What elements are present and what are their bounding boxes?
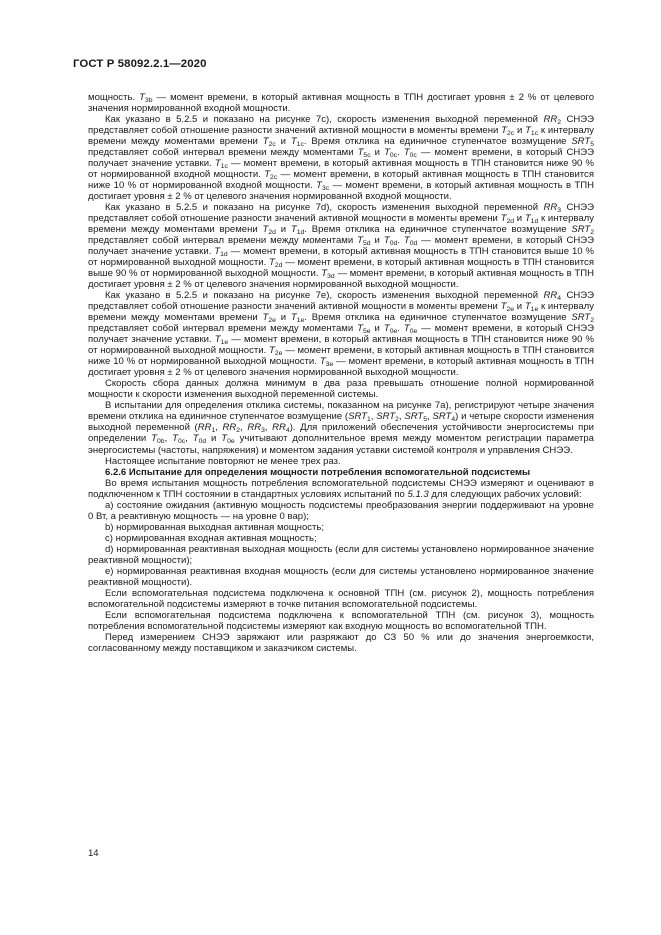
paragraph: Если вспомогательная подсистема подключена к вспомогательной ТПН (см. рисунок 3), мощность потребления вспомогательной подсистемы измеряют как входную мощность во вспомогательной ТПН. xyxy=(88,609,594,632)
list-item: e) нормированная реактивная входная мощность (если для системы установлено нормированное значение реактивной мощности). xyxy=(88,565,594,588)
page-number: 14 xyxy=(88,848,99,859)
section-heading: 6.2.6 Испытание для определения мощности потребления вспомогательной подсистемы xyxy=(105,466,531,478)
list-item: а) состояние ожидания (активную мощность подсистемы преобразования энергии поддерживают на уровне 0 Вт, а реактивную мощность — на уровне 0 вар); xyxy=(88,499,594,522)
body-text xyxy=(88,92,594,654)
list-item: c) нормированная входная активная мощность; xyxy=(105,532,317,544)
document-header: ГОСТ Р 58092.2.1—2020 xyxy=(73,58,207,70)
paragraph: Скорость сбора данных должна минимум в два раза превышать отношение полной нормированной мощности к скорости изменения выходной переменной системы. xyxy=(88,378,594,401)
paragraph: В испытании для определения отклика системы, показанном на рисунке 7a), регистрируют четыре значения времени отклика на единичное ступенчатое возмущение ($SRT_1$, $SRT_2$, $SRT_5$, $SRT_4$) и четыре скорости изменения выходной переменной ($RR_1$, $RR_2$, $RR_3$, $RR_4$). Для приложений обеспечения устойчивости энергосистемы при определении $T_{0b}$, $T_{0c}$, $T_{0d}$ и $T_{0e}$ учитывают дополнительное время между моментом регистрации параметра энергосистемы (частоты, напряжения) и моментом задания уставки системой контроля и управления СНЭЭ. xyxy=(88,400,594,456)
paragraph: Как указано в 5.2.5 и показано на рисунке 7d), скорость изменения выходной переменной $RR_3$ СНЭЭ представляет собой отношение разности значений активной мощности в моменты времени $T_{2d}$ и $T_{1d}$ к интервалу времени между моментами времени $T_{2d}$ и $T_{1d}$. Время отклика на единичное ступенчатое возмущение $SRT_2$ представляет собой интервал времени между моментами $T_{5d}$ и $T_{0d}$. $T_{0d}$ — момент времени, в который СНЭЭ получает значение уставки. $T_{1d}$ — момент времени, в который активная мощность в ТПН становится выше 10 % от нормированной выходной мощности. $T_{2d}$ — момент времени, в который активная мощность в ТПН становится выше 90 % от нормированной выходной мощности. $T_{3d}$ — момент времени, в который активная мощность в ТПН достигает уровня ± 2 % от целевого значения нормированной выходной мощности. xyxy=(88,202,595,291)
paragraph: Настоящее испытание повторяют не менее трех раз. xyxy=(105,455,341,467)
paragraph: Если вспомогательная подсистема подключена к основной ТПН (см. рисунок 2), мощность потребления вспомогательной подсистемы измеряют в точке питания вспомогательной подсистемы. xyxy=(88,587,594,610)
list-item: b) нормированная выходная активная мощность; xyxy=(105,521,325,533)
paragraph: Как указано в 5.2.5 и показано на рисунке 7c), скорость изменения выходной переменной $RR_2$ СНЭЭ представляет собой отношение разности значений активной мощности в моменты времени $T_{2c}$ и $T_{1c}$ к интервалу времени между моментами времени $T_{2c}$ и $T_{1c}$. Время отклика на единичное ступенчатое возмущение $SRT_5$ представляет собой интервал времени между моментами $T_{5c}$ и $T_{0c}$. $T_{0c}$ — момент времени, в который СНЭЭ получает значение уставки. $T_{1c}$ — момент времени, в который активная мощность в ТПН становится ниже 90 % от нормированной входной мощности. $T_{2c}$ — момент времени, в который активная мощность в ТПН становится ниже 10 % от нормированной входной мощности. $T_{3c}$ — момент времени, в который активная мощность в ТПН достигает уровня ± 2 % от целевого значения нормированной входной мощности. xyxy=(88,114,595,203)
paragraph: Во время испытания мощность потребления вспомогательной подсистемы СНЭЭ измеряют и оценивают в подключенном к ТПН состоянии в стандартных условиях испытаний по 5.1.3 для следующих рабочих условий: xyxy=(88,477,594,500)
list-item: d) нормированная реактивная выходная мощность (если для системы установлено нормированное значение реактивной мощности); xyxy=(88,543,594,566)
paragraph: Перед измерением СНЭЭ заряжают или разряжают до СЗ 50 % или до значения энергоемкости, согласованному между поставщиком и заказчиком системы. xyxy=(88,631,594,654)
paragraph: Как указано в 5.2.5 и показано на рисунке 7e), скорость изменения выходной переменной $RR_4$ СНЭЭ представляет собой отношение разности значений активной мощности в моменты времени $T_{2e}$ и $T_{1e}$ к интервалу времени между моментами времени $T_{2e}$ и $T_{1e}$. Время отклика на единичное ступенчатое возмущение $SRT_2$ представляет собой интервал времени между моментами $T_{5e}$ и $T_{0e}$. $T_{0e}$ — момент времени, в который СНЭЭ получает значение уставки. $T_{1e}$ — момент времени, в который активная мощность в ТПН становится ниже 90 % от нормированной выходной мощности. $T_{2e}$ — момент времени, в который активная мощность в ТПН становится ниже 10 % от нормированной выходной мощности. $T_{3e}$ — момент времени, в который активная мощность в ТПН достигает уровня ± 2 % от целевого значения нормированной выходной мощности. xyxy=(88,290,595,379)
paragraph: мощность. $T_{3b}$ — момент времени, в который активная мощность в ТПН достигает уровня ± 2 % от целевого значения нормированной входной мощности. xyxy=(88,92,595,115)
